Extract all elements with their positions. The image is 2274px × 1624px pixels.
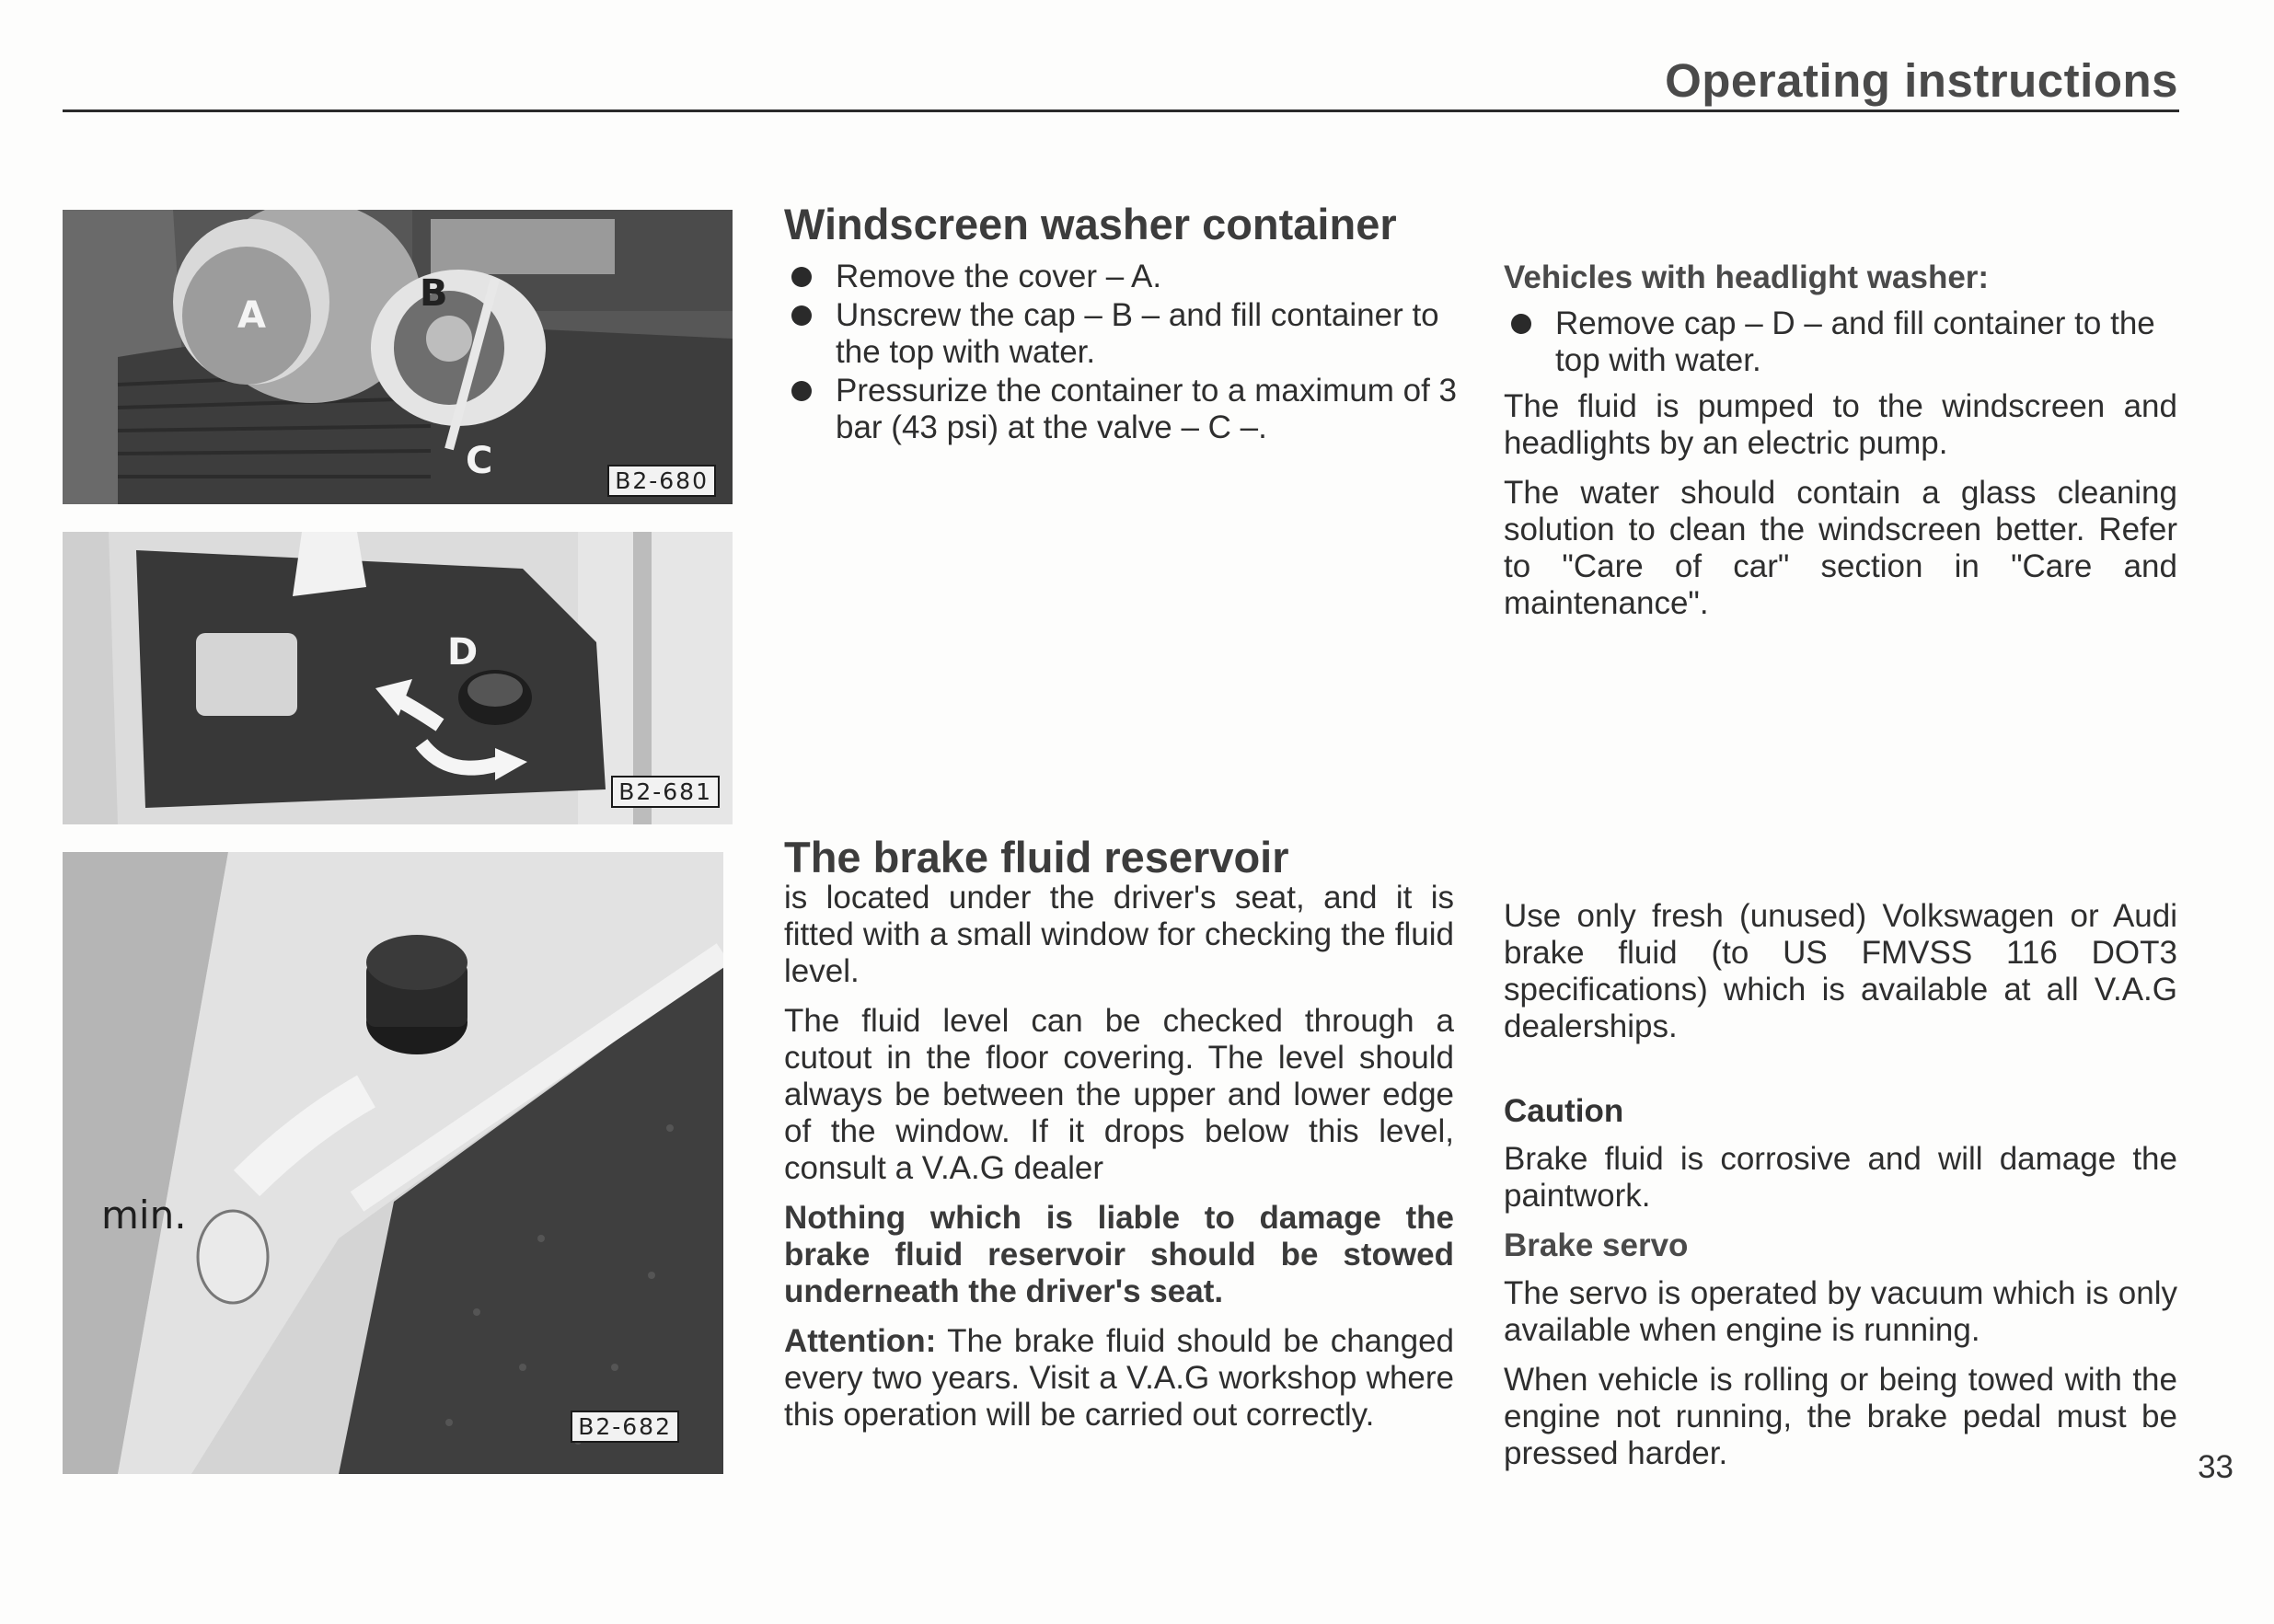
callout-min: min. bbox=[101, 1192, 187, 1238]
brake-fluid-info bbox=[1504, 898, 2177, 1485]
callout-c: C bbox=[466, 440, 493, 482]
list-item: Unscrew the cap – B – and fill container to the top with water. bbox=[784, 297, 1465, 371]
bullet-icon bbox=[791, 381, 812, 401]
header-divider bbox=[63, 109, 2179, 112]
caution-heading: Caution bbox=[1504, 1093, 1624, 1129]
paragraph: is located under the driver's seat, and it is fitted with a small window for checking the fluid level. bbox=[784, 880, 1454, 989]
headlight-washer-section bbox=[1504, 259, 2177, 635]
section-title: Windscreen washer container bbox=[784, 200, 1397, 248]
figure-washer-container-photo bbox=[63, 210, 733, 504]
callout-a: A bbox=[237, 294, 266, 337]
attention-label: Attention: bbox=[784, 1323, 937, 1359]
bullet-icon bbox=[791, 305, 812, 326]
washer-step-list bbox=[784, 259, 1465, 446]
paragraph: The fluid level can be checked through a cutout in the floor covering. The level should always be between the upper and lower edge of the window. If it drops below this level, consult a V.A.G dealer bbox=[784, 1003, 1454, 1186]
headlight-washer-heading: Vehicles with headlight washer: bbox=[1504, 259, 1990, 295]
figure-label: B2-681 bbox=[611, 776, 720, 808]
figure-headlight-washer-photo bbox=[63, 532, 733, 824]
page-number: 33 bbox=[2198, 1449, 2234, 1485]
section-title: The brake fluid reservoir bbox=[784, 833, 1289, 881]
washer-section bbox=[784, 199, 1465, 448]
paragraph: Use only fresh (unused) Volkswagen or Audi brake fluid (to US FMVSS 116 DOT3 specifications) which is available at all V.A.G dealerships. bbox=[1504, 898, 2177, 1044]
figure-label: B2-682 bbox=[571, 1411, 679, 1443]
page-header-title: Operating instructions bbox=[1665, 54, 2178, 107]
bullet-icon bbox=[791, 267, 812, 287]
attention-text: The brake fluid should be changed every two years. Visit a V.A.G workshop where this operation will be carried out correctly. bbox=[784, 1323, 1454, 1433]
attention-paragraph bbox=[784, 1323, 1454, 1434]
callout-b: B bbox=[420, 272, 448, 315]
list-item: Pressurize the container to a maximum of 3 bar (43 psi) at the valve – C –. bbox=[784, 373, 1465, 446]
figure-label: B2-680 bbox=[607, 465, 716, 497]
list-item: Remove the cover – A. bbox=[784, 259, 1465, 295]
paragraph: The servo is operated by vacuum which is only available when engine is running. bbox=[1504, 1275, 2177, 1348]
callout-d: D bbox=[447, 631, 479, 674]
paragraph: The fluid is pumped to the windscreen and headlights by an electric pump. bbox=[1504, 388, 2177, 461]
list-item: Remove cap – D – and fill container to the top with water. bbox=[1504, 305, 2177, 379]
brake-servo-heading: Brake servo bbox=[1504, 1227, 1689, 1263]
caution-text: Brake fluid is corrosive and will damage the paintwork. bbox=[1504, 1141, 2177, 1214]
paragraph: The water should contain a glass cleaning solution to clean the windscreen better. Refer to "Care of car" section in "Care and maintenance". bbox=[1504, 475, 2177, 621]
brake-section bbox=[784, 833, 1454, 1446]
paragraph: When vehicle is rolling or being towed with the engine not running, the brake pedal must be pressed harder. bbox=[1504, 1362, 2177, 1471]
headlight-step-list bbox=[1504, 305, 2177, 379]
figure-brake-reservoir-photo bbox=[63, 852, 723, 1474]
warning-text: Nothing which is liable to damage the brake fluid reservoir should be stowed underneath the driver's seat. bbox=[784, 1200, 1454, 1309]
bullet-icon bbox=[1511, 314, 1531, 334]
